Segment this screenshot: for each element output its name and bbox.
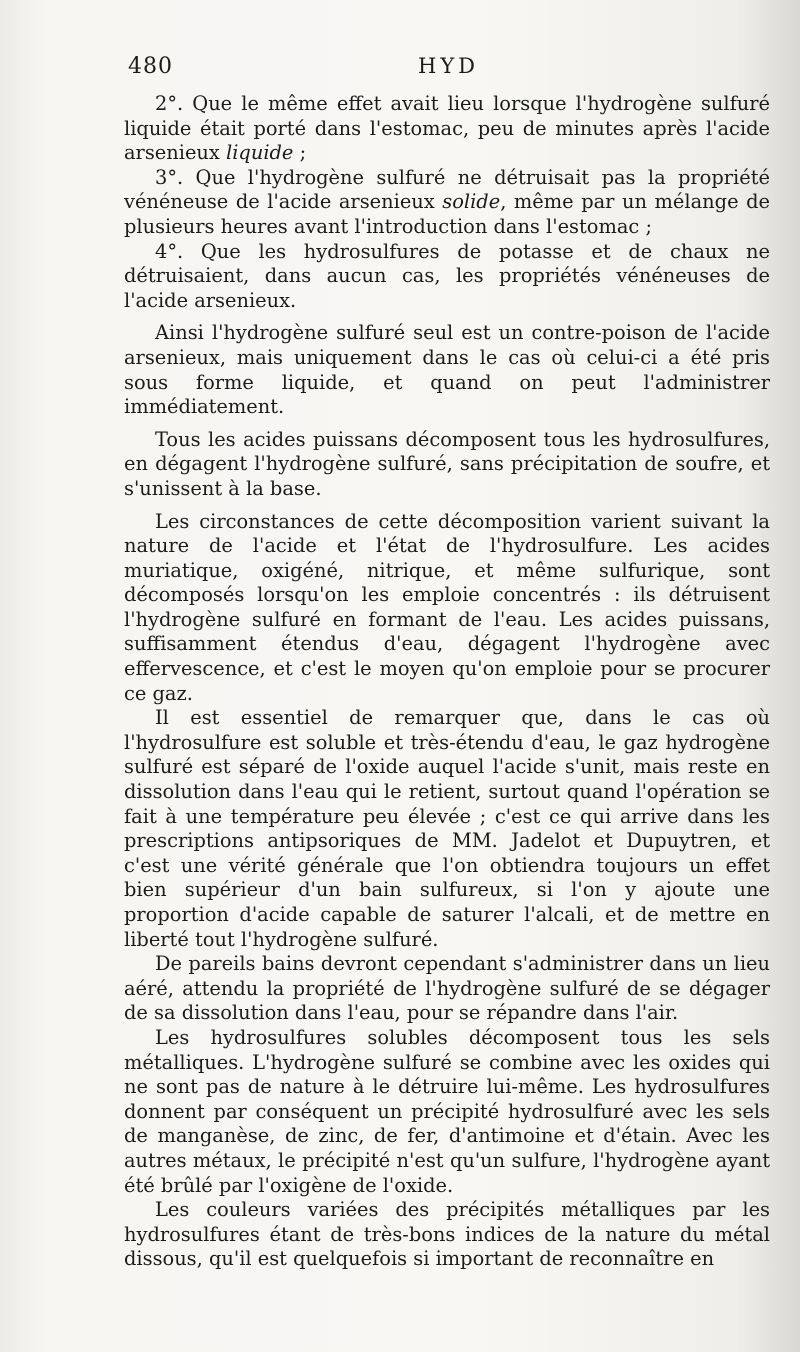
paragraph-essentiel: Il est essentiel de remarquer que, dans le cas où l'hydrosulfure est soluble et très-étendu d'eau, le gaz hydrogène sulfuré est séparé de l'oxide auquel l'acide s'unit, mais reste en dissolution dans l'eau qui le retient, surtout quand l'opération se fait à une température peu élevée ; c'est ce qui arrive dans les prescriptions antipsoriques de MM. Jadelot et Dupuytren, et c'est une vérité générale que l'on obtiendra toujours un effet bien supérieur d'un bain sulfureux, si l'on y ajoute une proportion d'acide capable de saturer l'alcali, et de mettre en liberté tout l'hydrogène sulfuré. xyxy=(124,706,770,951)
paragraph-contre-poison: Ainsi l'hydrogène sulfuré seul est un contre-poison de l'acide arsenieux, mais uniquement dans le cas où celui-ci a été pris sous forme liquide, et quand on peut l'administrer immédiatement. xyxy=(124,321,770,419)
paragraph-item-2: 2°. Que le même effet avait lieu lorsque l'hydrogène sulfuré liquide était porté dans l'estomac, peu de minutes après l'acide arsenieux liquide ; xyxy=(124,92,770,165)
paragraph-bains: De pareils bains devront cependant s'administrer dans un lieu aéré, attendu la propriété de l'hydrogène sulfuré de se dégager de sa dissolution dans l'eau, pour se répandre dans l'air. xyxy=(124,952,770,1025)
page-text-block xyxy=(124,52,770,1272)
italic-word: solide xyxy=(442,190,501,214)
paragraph-couleurs: Les couleurs variées des précipités métalliques par les hydrosulfures étant de très-bons indices de la nature du métal dissous, qu'il est quelquefois si important de reconnaître en xyxy=(124,1198,770,1271)
paragraph-sels-metalliques: Les hydrosulfures solubles décomposent tous les sels métalliques. L'hydrogène sulfuré se combine avec les oxides qui ne sont pas de nature à le détruire lui-même. Les hydrosulfures donnent par conséquent un précipité hydrosulfuré avec les sels de manganèse, de zinc, de fer, d'antimoine et d'étain. Avec les autres métaux, le précipité n'est qu'un sulfure, l'hydrogène ayant été brûlé par l'oxigène de l'oxide. xyxy=(124,1025,770,1197)
italic-word: liquide xyxy=(226,141,294,165)
paragraph-circonstances: Les circonstances de cette décomposition varient suivant la nature de l'acide et l'état de l'hydrosulfure. Les acides muriatique, oxigéné, nitrique, et même sulfurique, sont décomposés lorsqu'on les emploie concentrés : ils détruisent l'hydrogène sulfuré en formant de l'eau. Les acides puissans, suffisamment étendus d'eau, dégagent l'hydrogène avec effervescence, et c'est le moyen qu'on emploie pour se procurer ce gaz. xyxy=(124,509,770,705)
page-header xyxy=(124,52,770,92)
page-number: 480 xyxy=(128,54,173,79)
paragraph-item-3: 3°. Que l'hydrogène sulfuré ne détruisait pas la propriété vénéneuse de l'acide arsenieux solide, même par un mélange de plusieurs heures avant l'introduction dans l'estomac ; xyxy=(124,165,770,238)
paragraph-acides-puissans: Tous les acides puissans décomposent tous les hydrosulfures, en dégagent l'hydrogène sulfuré, sans précipitation de soufre, et s'unissent à la base. xyxy=(124,427,770,500)
running-head: HYD xyxy=(418,54,480,78)
paragraph-item-4: 4°. Que les hydrosulfures de potasse et de chaux ne détruisaient, dans aucun cas, les propriétés vénéneuses de l'acide arsenieux. xyxy=(124,239,770,312)
